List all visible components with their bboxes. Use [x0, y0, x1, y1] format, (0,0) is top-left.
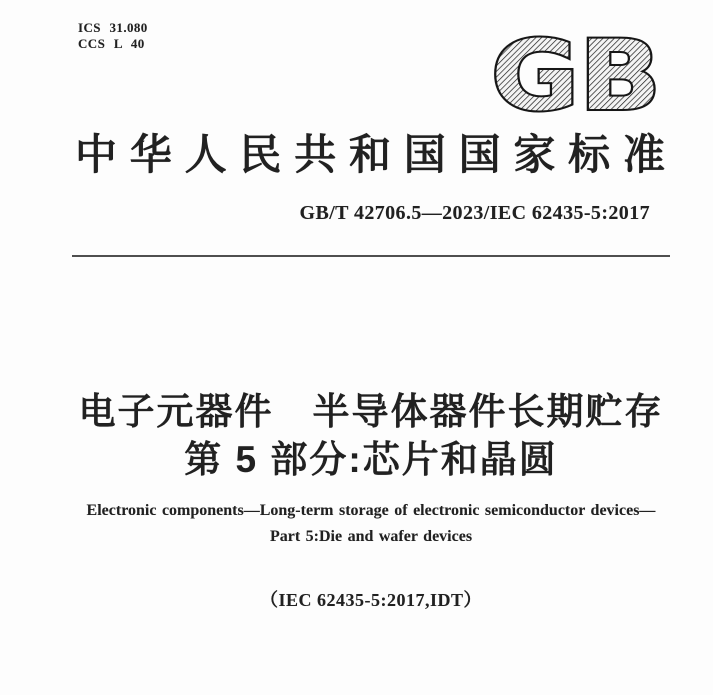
- gb-emblem-logo: [489, 33, 664, 115]
- title-en-line2: Part 5:Die and wafer devices: [269, 528, 473, 545]
- title-cn-line1: 电子元器件 半导体器件长期贮存: [78, 391, 664, 432]
- idt-equivalence-note: （IEC 62435-5:2017,IDT）: [259, 590, 482, 610]
- national-standard-heading: 中 华 人 民 共 和 国 国 家 标 准: [75, 133, 665, 179]
- standard-number: GB/T 42706.5—2023/IEC 62435-5:2017: [299, 202, 650, 224]
- classification-codes: [78, 20, 148, 52]
- gb-logo-text: GB: [491, 33, 661, 115]
- title-en-line1: Electronic components—Long-term storage of electronic semiconductor devices—: [86, 502, 656, 519]
- divider-rule: [72, 255, 670, 257]
- title-cn-line2: 第 5 部分:芯片和晶圆: [184, 439, 558, 480]
- cover-content: [72, 0, 670, 695]
- ccs-code: CCS L 40: [78, 36, 145, 51]
- ics-code: ICS 31.080: [78, 20, 148, 35]
